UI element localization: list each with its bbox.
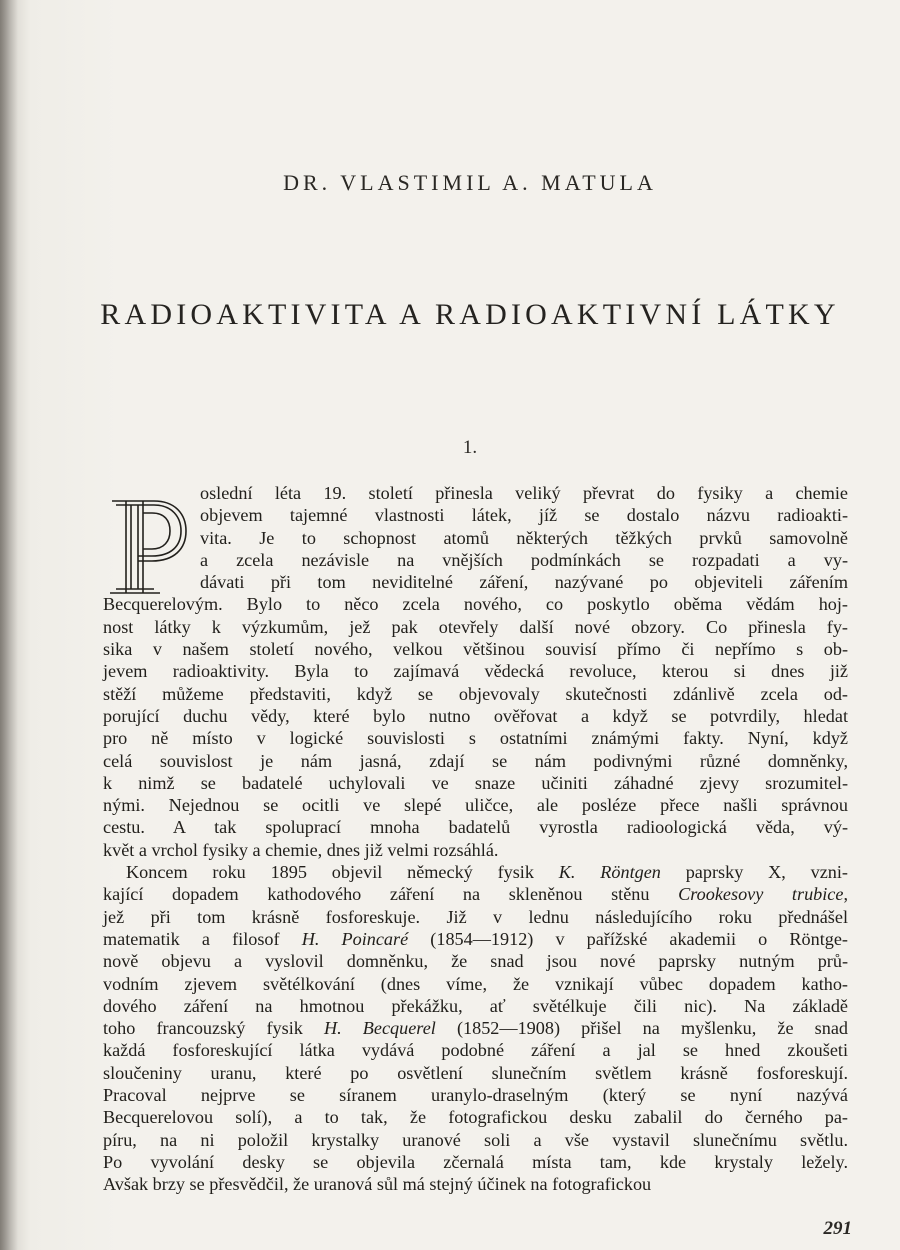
text-segment: květ a vrchol fysiky a chemie, dnes již velmi rozsáhlá.	[103, 839, 499, 860]
text-line	[103, 616, 848, 638]
text-segment: celá souvislost je nám jasná, zdají se nám podivnými různé domněnky,	[103, 750, 848, 771]
text-segment: každá fosforeskující látka vydává podobné záření a jal se hned zkoušeti	[103, 1040, 848, 1061]
text-line	[103, 482, 848, 504]
text-segment: matematik a filosof	[103, 928, 302, 949]
text-line	[103, 816, 848, 838]
body-text	[103, 482, 848, 1196]
text-segment: oslední léta 19. století přinesla veliký převrat do fysiky a chemie	[200, 483, 848, 503]
text-segment: porující duchu vědy, které bylo nutno ověřovat a když se potvrdily, hledat	[103, 705, 848, 726]
italic-name: Crookesovy trubice	[678, 884, 844, 905]
text-segment: vodním zjevem světélkování (dnes víme, že vznikají vůbec dopadem katho-	[103, 973, 848, 994]
text-line	[103, 906, 848, 928]
text-line	[103, 549, 848, 571]
text-line	[103, 1039, 848, 1061]
text-line	[103, 683, 848, 705]
text-line	[103, 772, 848, 794]
text-segment: Avšak brzy se přesvědčil, že uranová sůl má stejný účinek na fotografickou	[103, 1174, 652, 1195]
text-line	[103, 1129, 848, 1151]
text-segment: cestu. A tak spoluprací mnoha badatelů vyrostla radioologická věda, vý-	[103, 817, 848, 838]
text-line	[103, 705, 848, 727]
text-line	[103, 1106, 848, 1128]
text-segment: jež při tom krásně fosforeskuje. Již v lednu následujícího roku přednášel	[103, 906, 848, 927]
text-segment: dového záření na hmotnou překážku, ať světélkuje čili nic). Na základě	[103, 995, 848, 1016]
text-line	[103, 995, 848, 1017]
text-line	[103, 1151, 848, 1173]
text-line	[103, 750, 848, 772]
text-line	[103, 794, 848, 816]
text-segment: dávati při tom neviditelné záření, nazývané po objeviteli zářením	[200, 572, 848, 593]
text-line	[103, 928, 848, 950]
text-segment: nost látky k výzkumům, jež pak otevřely další nové obzory. Co přinesla fy-	[103, 616, 848, 637]
text-segment: sloučeniny uranu, které po osvětlení slunečním světlem krásně fosforeskují.	[103, 1062, 848, 1083]
text-line	[103, 950, 848, 972]
text-segment: Po vyvolání desky se objevila zčernalá místa tam, kde krystaly ležely.	[103, 1151, 848, 1172]
page-number: 291	[823, 1218, 852, 1239]
text-segment: píru, na ni položil krystalky uranové soli a vše vystavil slunečnímu světlu.	[103, 1129, 848, 1150]
text-line	[103, 839, 848, 861]
text-line	[103, 593, 848, 615]
italic-name: H. Becquerel	[323, 1018, 436, 1039]
text-segment: ,	[843, 884, 848, 905]
text-line	[103, 638, 848, 660]
text-segment: Koncem roku 1895 objevil německý fysik	[126, 862, 559, 883]
text-segment: jevem radioaktivity. Byla to zajímavá vědecká revoluce, kterou si dnes již	[103, 661, 848, 682]
text-segment: paprsky X, vzni-	[660, 862, 848, 883]
text-segment: Becquerelovou solí), a to tak, že fotografickou desku zabalil do černého pa-	[103, 1107, 848, 1128]
text-line	[103, 571, 848, 593]
text-line	[103, 1084, 848, 1106]
text-segment: nými. Nejednou se ocitli ve slepé uličce, ale posléze přece našli správnou	[103, 795, 848, 816]
text-segment: toho francouzský fysik	[103, 1018, 324, 1039]
italic-name: H. Poincaré	[301, 928, 409, 949]
author-name: DR. VLASTIMIL A. MATULA	[283, 170, 657, 195]
text-line	[103, 1173, 848, 1195]
text-segment: a zcela nezávisle na vnějších podmínkách se rozpadati a vy-	[200, 549, 848, 570]
text-line	[103, 504, 848, 526]
chapter-title: RADIOAKTIVITA A RADIOAKTIVNÍ LÁTKY	[100, 298, 840, 331]
text-segment: objevem tajemné vlastnosti látek, jíž se dostalo názvu radioakti-	[200, 505, 848, 526]
text-segment: stěží můžeme představiti, když se objevovaly skutečnosti zdánlivě zcela od-	[103, 683, 848, 704]
text-segment: (1854—1912) v pařížské akademii o Röntge-	[408, 928, 848, 949]
text-segment: pro ně místo v logické souvislosti s ostatními známými fakty. Nyní, když	[103, 728, 848, 749]
text-segment: nově objevu a vyslovil domněnku, že snad jsou nové paprsky nutným prů-	[103, 951, 848, 972]
text-line	[103, 527, 848, 549]
text-line	[103, 883, 848, 905]
text-segment: k nimž se badatelé uchylovali ve snaze učiniti záhadné zjevy srozumitel-	[103, 772, 848, 793]
text-line	[103, 861, 848, 883]
text-segment: vita. Je to schopnost atomů některých těžkých prvků samovolně	[200, 527, 848, 548]
text-line	[103, 727, 848, 749]
text-line	[103, 1017, 848, 1039]
text-segment: Becquerelovým. Bylo to něco zcela nového, co poskytlo oběma vědám hoj-	[103, 594, 848, 615]
text-line	[103, 1062, 848, 1084]
text-segment: (1852—1908) přišel na myšlenku, že snad	[435, 1018, 848, 1039]
text-line	[103, 973, 848, 995]
section-number: 1.	[462, 437, 478, 458]
text-segment: kající dopadem kathodového záření na skleněnou stěnu	[103, 884, 679, 905]
text-segment: sika v našem století nového, velkou většinou souvisí přímo či nepřímo s ob-	[103, 639, 848, 660]
italic-name: K. Röntgen	[558, 862, 661, 883]
text-segment: Pracoval nejprve se síranem uranylo-draselným (který se nyní nazývá	[103, 1085, 848, 1106]
text-line	[103, 660, 848, 682]
